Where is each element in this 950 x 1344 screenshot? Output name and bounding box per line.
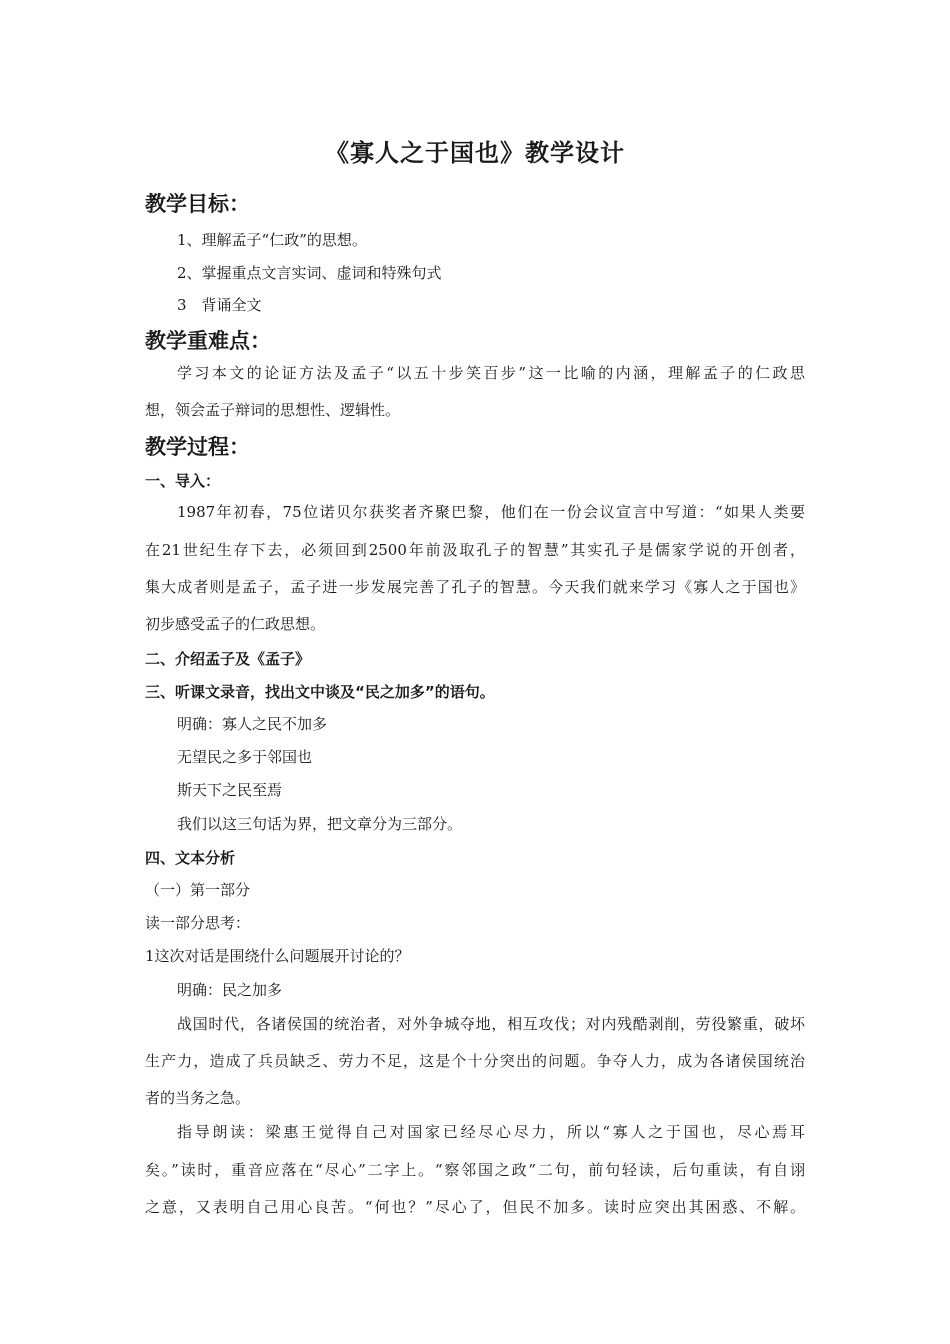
- key-points-text: 想，领会孟子辩词的思想性、逻辑性。: [145, 401, 401, 419]
- intro-text: 在21世纪生存下去，必须回到2500年前汲取孔子的智慧”其实孔子是儒家学说的开创者，: [145, 541, 805, 559]
- objective-item: 3 背诵全文: [177, 296, 262, 314]
- section2-heading: 二、介绍孟子及《孟子》: [145, 650, 311, 668]
- paragraph-text: 战国时代，各诸侯国的统治者，对外争城夺地，相互攻伐；对内残酷剥削，劳役繁重，破坏: [177, 1015, 805, 1033]
- intro-text: 初步感受孟子的仁政思想。: [145, 615, 326, 633]
- section3-heading: 三、听课文录音，找出文中谈及“民之加多”的语句。: [145, 683, 495, 701]
- part1-label: （一）第一部分: [145, 881, 251, 899]
- paragraph-text: 者的当务之急。: [145, 1089, 251, 1107]
- objective-item: 1、理解孟子“仁政”的思想。: [177, 231, 367, 249]
- document-title: 《寡人之于国也》教学设计: [325, 139, 625, 167]
- key-points-text: 学习本文的论证方法及孟子“以五十步笑百步”这一比喻的内涵，理解孟子的仁政思: [177, 364, 805, 382]
- intro-text: 1987年初春，75位诺贝尔获奖者齐聚巴黎，他们在一份会议宣言中写道：“如果人类要: [177, 503, 805, 521]
- section3-text: 无望民之多于邻国也: [177, 748, 313, 766]
- answer-1: 明确：民之加多: [177, 981, 283, 999]
- section3-text: 斯天下之民至焉: [177, 781, 283, 799]
- objective-item: 2、掌握重点文言实词、虚词和特殊句式: [177, 264, 442, 282]
- section3-text: 我们以这三句话为界，把文章分为三部分。: [177, 815, 463, 833]
- paragraph-text: 之意，又表明自己用心良苦。“何也？”尽心了，但民不加多。读时应突出其困惑、不解。: [145, 1198, 805, 1216]
- section3-text: 明确：寡人之民不加多: [177, 715, 328, 733]
- paragraph-text: 生产力，造成了兵员缺乏、劳力不足，这是个十分突出的问题。争夺人力，成为各诸侯国统治: [145, 1052, 805, 1070]
- process-heading: 教学过程：: [145, 435, 250, 459]
- intro-text: 集大成者则是孟子，孟子进一步发展完善了孔子的智慧。今天我们就来学习《寡人之于国也》: [145, 578, 805, 596]
- objectives-heading: 教学目标：: [145, 192, 250, 216]
- key-points-heading: 教学重难点：: [145, 329, 271, 353]
- think-label: 读一部分思考：: [145, 914, 251, 932]
- paragraph-text: 指导朗读：梁惠王觉得自己对国家已经尽心尽力，所以“寡人之于国也，尽心焉耳: [177, 1123, 805, 1141]
- section4-heading: 四、文本分析: [145, 849, 236, 867]
- question-1: 1这次对话是围绕什么问题展开讨论的？: [145, 947, 410, 965]
- paragraph-text: 矣。”读时，重音应落在“尽心”二字上。“察邻国之政”二句，前句轻读，后句重读，有自诩: [145, 1161, 805, 1179]
- intro-heading: 一、导入：: [145, 472, 221, 490]
